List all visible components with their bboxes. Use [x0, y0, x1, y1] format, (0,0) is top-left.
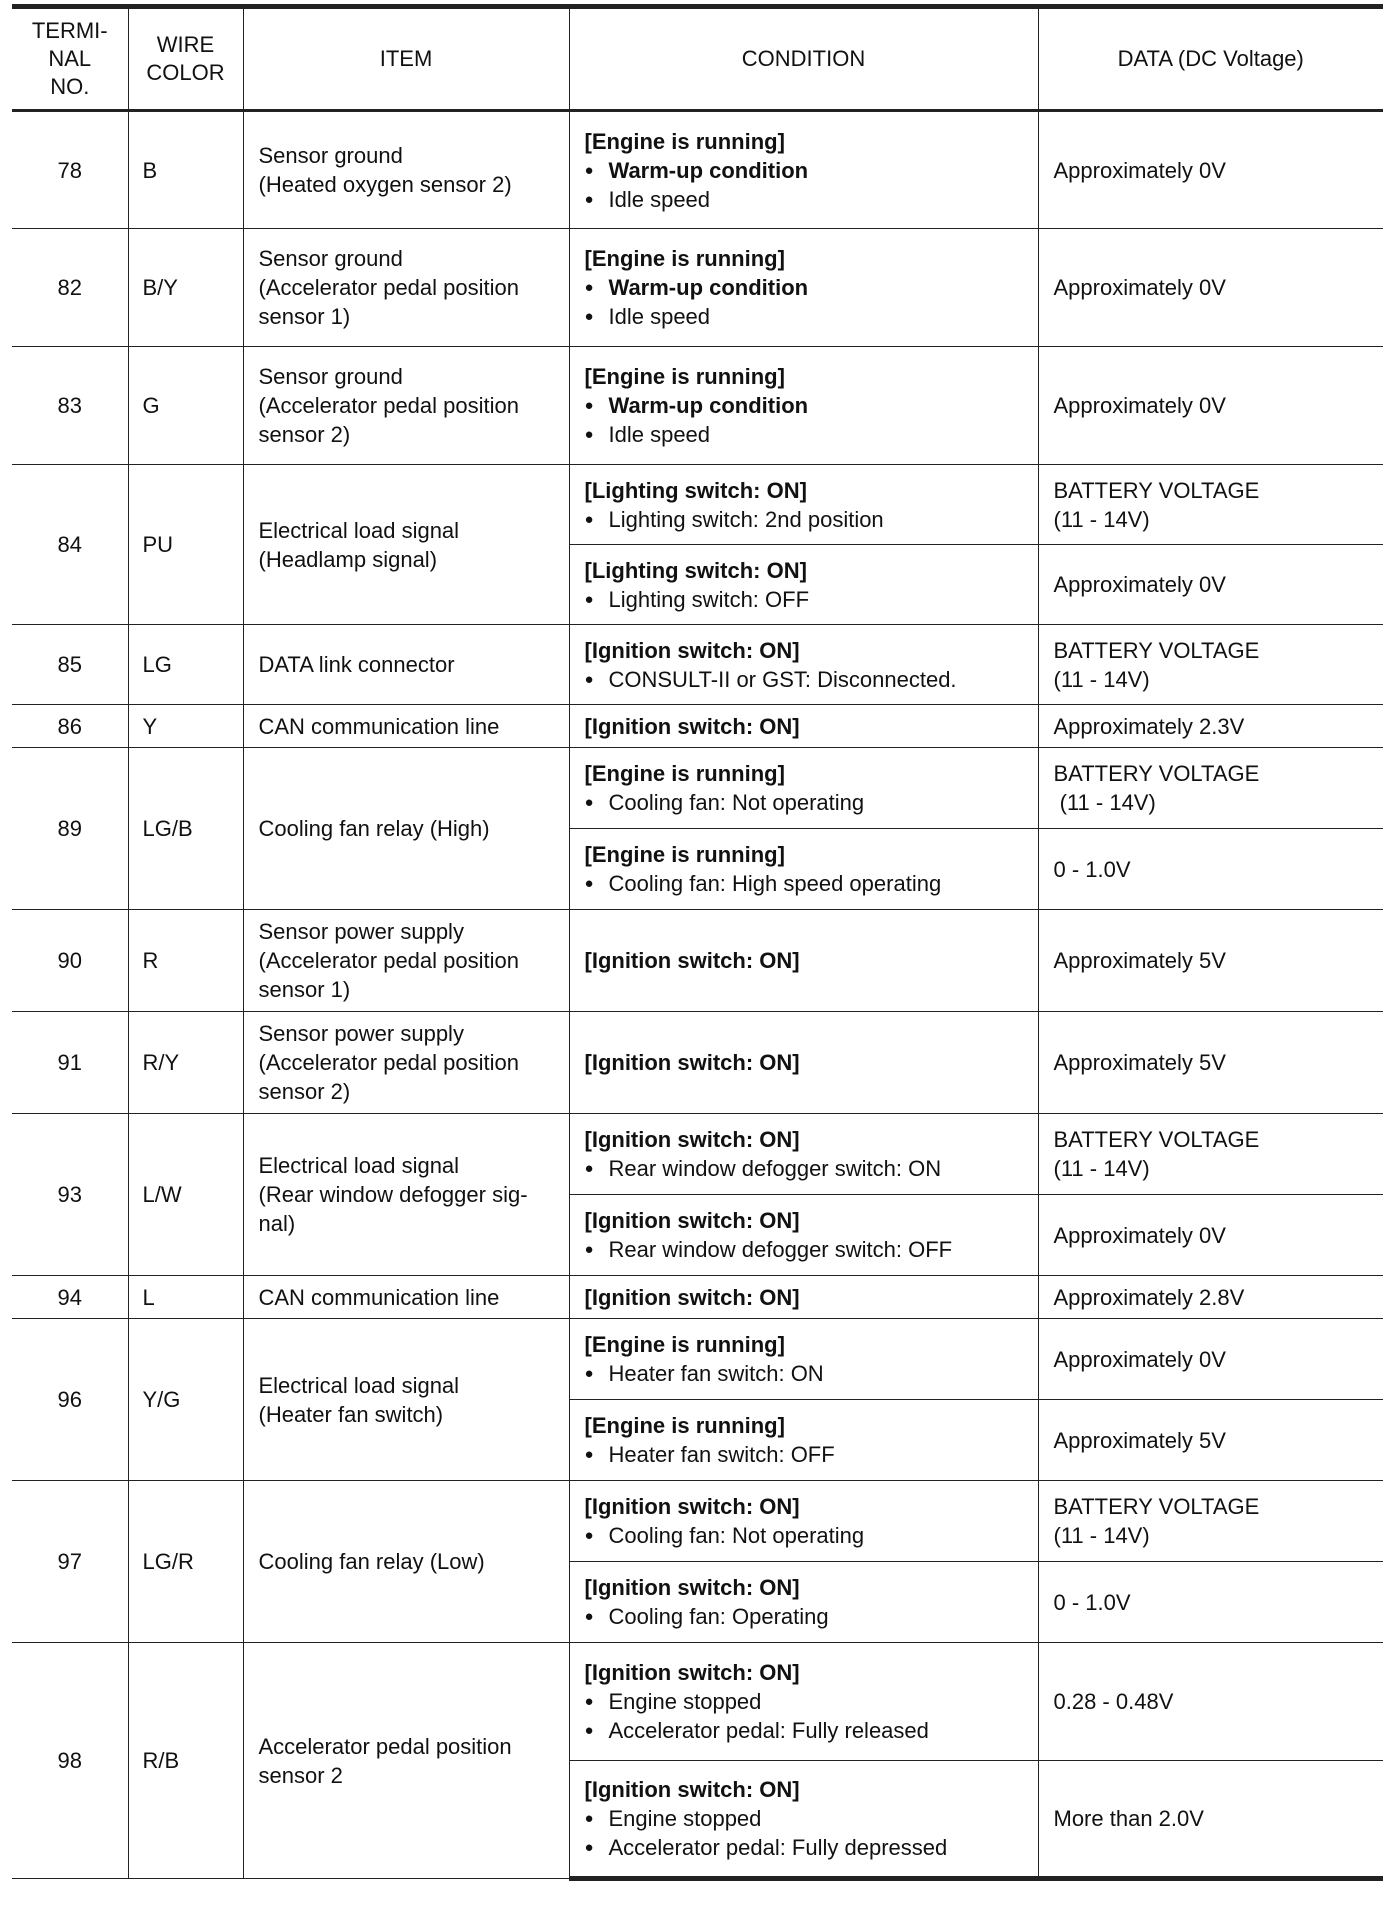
condition-bullet: ● Cooling fan: Operating [585, 1602, 1023, 1631]
wire-color-cell: Y [128, 705, 243, 748]
terminal-table-sheet [12, 4, 1383, 1881]
dc-voltage-cell: Approximately 0V [1038, 229, 1383, 347]
item-cell: DATA link connector [243, 625, 569, 705]
condition-bullet: ● Heater fan switch: ON [585, 1359, 1023, 1388]
header-row [12, 7, 1383, 111]
condition-bullet: ● Rear window defogger switch: OFF [585, 1235, 1023, 1264]
dc-voltage-cell: BATTERY VOLTAGE (11 - 14V) [1038, 1481, 1383, 1562]
dc-voltage-cell: Approximately 2.8V [1038, 1276, 1383, 1319]
condition-cell [569, 111, 1038, 229]
condition-bullet: ● Accelerator pedal: Fully released [585, 1716, 1023, 1745]
condition-cell [569, 1195, 1038, 1276]
header-wire-color: WIRE COLOR [128, 7, 243, 111]
dc-voltage-cell: Approximately 0V [1038, 111, 1383, 229]
dc-voltage-cell: Approximately 0V [1038, 545, 1383, 625]
condition-cell [569, 1761, 1038, 1879]
table-row [12, 1114, 1383, 1195]
table-row [12, 1276, 1383, 1319]
condition-heading: [Ignition switch: ON] [584, 713, 800, 739]
table-row [12, 1319, 1383, 1400]
table-row [12, 347, 1383, 465]
header-terminal-no: TERMI- NAL NO. [12, 7, 128, 111]
dc-voltage-cell: Approximately 2.3V [1038, 705, 1383, 748]
condition-bullet: ● Cooling fan: High speed operating [585, 869, 1023, 898]
dc-voltage-cell: Approximately 0V [1038, 347, 1383, 465]
item-cell: Cooling fan relay (High) [243, 748, 569, 910]
condition-bullet: ● Lighting switch: 2nd position [585, 505, 1023, 534]
condition-heading: [Ignition switch: ON] [584, 1127, 800, 1152]
item-cell: Sensor ground (Accelerator pedal position sensor 2) [243, 347, 569, 465]
condition-heading: [Engine is running] [584, 761, 785, 786]
condition-heading: [Engine is running] [584, 1332, 785, 1357]
condition-cell [569, 465, 1038, 545]
terminal-no-cell: 97 [12, 1481, 128, 1643]
header-data-dc-voltage: DATA (DC Voltage) [1038, 7, 1383, 111]
item-cell: CAN communication line [243, 1276, 569, 1319]
header-condition: CONDITION [569, 7, 1038, 111]
condition-bullet: ● Idle speed [585, 420, 1023, 449]
condition-heading: [Ignition switch: ON] [584, 1284, 800, 1310]
wire-color-cell: R/Y [128, 1012, 243, 1114]
terminal-no-cell: 93 [12, 1114, 128, 1276]
table-row [12, 1012, 1383, 1114]
table-row [12, 910, 1383, 1012]
condition-bullet: ● Lighting switch: OFF [585, 585, 1023, 614]
wire-color-cell: PU [128, 465, 243, 625]
condition-heading: [Engine is running] [584, 1413, 785, 1438]
dc-voltage-cell: 0.28 - 0.48V [1038, 1643, 1383, 1761]
condition-heading: [Engine is running] [584, 246, 785, 271]
wire-color-cell: LG [128, 625, 243, 705]
condition-cell [569, 347, 1038, 465]
condition-cell [569, 1562, 1038, 1643]
condition-cell [569, 705, 1038, 748]
condition-heading: [Lighting switch: ON] [584, 557, 807, 583]
header-item: ITEM [243, 7, 569, 111]
terminal-no-cell: 86 [12, 705, 128, 748]
table-row [12, 1481, 1383, 1562]
condition-cell [569, 1481, 1038, 1562]
condition-cell [569, 1276, 1038, 1319]
condition-cell [569, 748, 1038, 829]
terminal-no-cell: 78 [12, 111, 128, 229]
condition-bullet: ● Idle speed [585, 185, 1023, 214]
dc-voltage-cell: BATTERY VOLTAGE (11 - 14V) [1038, 465, 1383, 545]
condition-cell [569, 1400, 1038, 1481]
condition-heading: [Ignition switch: ON] [584, 1208, 800, 1233]
condition-cell [569, 545, 1038, 625]
dc-voltage-cell: Approximately 5V [1038, 910, 1383, 1012]
terminal-no-cell: 83 [12, 347, 128, 465]
wire-color-cell: B/Y [128, 229, 243, 347]
condition-bullet: ● Idle speed [585, 302, 1023, 331]
condition-bullet: ● CONSULT-II or GST: Disconnected. [585, 665, 1023, 694]
table-row [12, 111, 1383, 229]
item-cell: Sensor power supply (Accelerator pedal position sensor 1) [243, 910, 569, 1012]
wire-color-cell: L/W [128, 1114, 243, 1276]
condition-heading: [Ignition switch: ON] [584, 1660, 800, 1685]
item-cell: Electrical load signal (Rear window defogger sig- nal) [243, 1114, 569, 1276]
table-header [12, 7, 1383, 111]
condition-heading: [Ignition switch: ON] [584, 1494, 800, 1519]
table-row [12, 1643, 1383, 1761]
condition-heading: [Engine is running] [584, 364, 785, 389]
condition-bullet: ● Heater fan switch: OFF [585, 1440, 1023, 1469]
terminal-no-cell: 96 [12, 1319, 128, 1481]
condition-bullet: ● Cooling fan: Not operating [585, 1521, 1023, 1550]
condition-bullet: ● Engine stopped [585, 1687, 1023, 1716]
wire-color-cell: L [128, 1276, 243, 1319]
condition-cell [569, 829, 1038, 910]
terminal-no-cell: 89 [12, 748, 128, 910]
dc-voltage-cell: 0 - 1.0V [1038, 1562, 1383, 1643]
table-body [12, 111, 1383, 1879]
condition-heading: [Engine is running] [584, 842, 785, 867]
dc-voltage-cell: BATTERY VOLTAGE (11 - 14V) [1038, 1114, 1383, 1195]
item-cell: Cooling fan relay (Low) [243, 1481, 569, 1643]
wire-color-cell: B [128, 111, 243, 229]
wire-color-cell: R [128, 910, 243, 1012]
item-cell: Electrical load signal (Heater fan switch) [243, 1319, 569, 1481]
item-cell: Sensor ground (Heated oxygen sensor 2) [243, 111, 569, 229]
condition-cell [569, 910, 1038, 1012]
condition-heading: [Ignition switch: ON] [584, 1050, 800, 1075]
terminal-no-cell: 98 [12, 1643, 128, 1879]
condition-bullet: ● Warm-up condition [585, 391, 1023, 420]
wire-color-cell: LG/R [128, 1481, 243, 1643]
item-cell: Sensor ground (Accelerator pedal position sensor 1) [243, 229, 569, 347]
condition-bullet: ● Warm-up condition [585, 156, 1023, 185]
condition-cell [569, 1012, 1038, 1114]
table-row [12, 748, 1383, 829]
terminal-no-cell: 94 [12, 1276, 128, 1319]
table-row [12, 465, 1383, 545]
condition-bullet: ● Rear window defogger switch: ON [585, 1154, 1023, 1183]
dc-voltage-cell: BATTERY VOLTAGE (11 - 14V) [1038, 748, 1383, 829]
condition-bullet: ● Warm-up condition [585, 273, 1023, 302]
table-row [12, 705, 1383, 748]
item-cell: Electrical load signal (Headlamp signal) [243, 465, 569, 625]
wire-color-cell: LG/B [128, 748, 243, 910]
dc-voltage-cell: More than 2.0V [1038, 1761, 1383, 1879]
terminal-no-cell: 85 [12, 625, 128, 705]
item-cell: Accelerator pedal position sensor 2 [243, 1643, 569, 1879]
condition-heading: [Ignition switch: ON] [584, 637, 800, 663]
condition-heading: [Ignition switch: ON] [584, 948, 800, 973]
item-cell: CAN communication line [243, 705, 569, 748]
dc-voltage-cell: Approximately 5V [1038, 1400, 1383, 1481]
wire-color-cell: R/B [128, 1643, 243, 1879]
condition-heading: [Ignition switch: ON] [584, 1777, 800, 1802]
condition-heading: [Engine is running] [584, 128, 785, 154]
condition-cell [569, 1114, 1038, 1195]
condition-heading: [Ignition switch: ON] [584, 1575, 800, 1600]
condition-bullet: ● Accelerator pedal: Fully depressed [585, 1833, 1023, 1862]
terminal-data-table [12, 4, 1383, 1881]
condition-bullet: ● Engine stopped [585, 1804, 1023, 1833]
terminal-no-cell: 90 [12, 910, 128, 1012]
wire-color-cell: Y/G [128, 1319, 243, 1481]
item-cell: Sensor power supply (Accelerator pedal position sensor 2) [243, 1012, 569, 1114]
dc-voltage-cell: Approximately 0V [1038, 1319, 1383, 1400]
condition-cell [569, 1319, 1038, 1400]
terminal-no-cell: 82 [12, 229, 128, 347]
condition-cell [569, 1643, 1038, 1761]
table-row [12, 229, 1383, 347]
terminal-no-cell: 91 [12, 1012, 128, 1114]
dc-voltage-cell: BATTERY VOLTAGE (11 - 14V) [1038, 625, 1383, 705]
condition-cell [569, 229, 1038, 347]
table-row [12, 625, 1383, 705]
wire-color-cell: G [128, 347, 243, 465]
terminal-no-cell: 84 [12, 465, 128, 625]
dc-voltage-cell: 0 - 1.0V [1038, 829, 1383, 910]
dc-voltage-cell: Approximately 5V [1038, 1012, 1383, 1114]
condition-heading: [Lighting switch: ON] [584, 477, 807, 503]
condition-bullet: ● Cooling fan: Not operating [585, 788, 1023, 817]
dc-voltage-cell: Approximately 0V [1038, 1195, 1383, 1276]
condition-cell [569, 625, 1038, 705]
